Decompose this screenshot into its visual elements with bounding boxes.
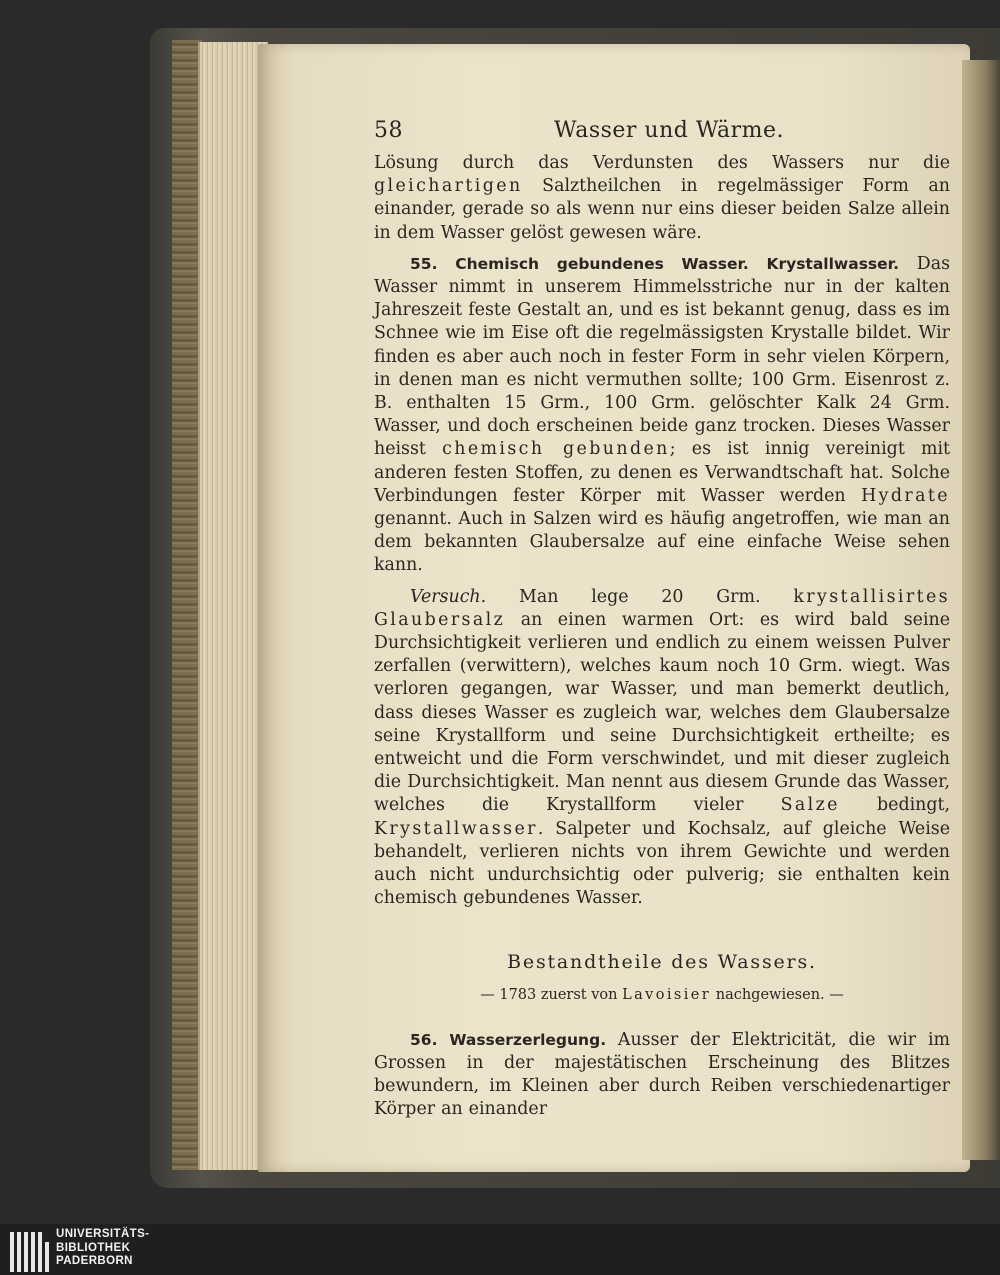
- spaced-term: chemisch gebunden: [442, 439, 670, 460]
- text-block: [374, 118, 950, 1121]
- text-run: Ausser der Elektricität, die wir im Grossen in der majestätischen Erscheinung des Blitzes bewundern, im Kleinen aber durch Reiben verschiedenartiger Körper an einander: [374, 1029, 950, 1120]
- text-run: genannt. Auch in Salzen wird es häufig angetroffen, wie man an dem bekannten Glaubersalze auf eine einfache Weise sehen kann.: [374, 509, 950, 576]
- section-subheading: [374, 987, 950, 1003]
- section-number: 55.: [410, 254, 438, 273]
- text-run: an einen warmen Ort: es wird bald seine Durchsichtigkeit verlieren und endlich zu einem weissen Pulver zerfallen (verwittern), welches kaum noch 10 Grm. wiegt. Was verloren gegangen, war Wasser, und man bemerkt deutlich, dass dieses Wasser es zugleich war, welches dem Glaubersalze seine Krystallform und seine Durchsichtigkeit ertheilte; es entweicht und die Form verschwindet, und mit dieser zugleich die Durchsichtigkeit. Man nennt aus diesem Grunde das Wasser, welches die Krystallform vieler: [374, 609, 951, 816]
- text-run: ; es ist innig vereinigt mit anderen festen Stoffen, zu denen es Verwandtschaft hat. Solche Verbindungen fester Körper mit Wasser werden: [374, 439, 951, 506]
- library-name-line: BIBLIOTHEK: [56, 1241, 131, 1254]
- library-name: [56, 1228, 149, 1269]
- running-head: [374, 118, 950, 150]
- section-title: Wasserzerlegung.: [449, 1030, 607, 1049]
- text-run: bedingt,: [877, 795, 951, 816]
- spaced-term: Salze: [780, 795, 840, 816]
- section-number: 56.: [410, 1030, 438, 1049]
- section-title: Chemisch gebundenes Wasser. Krystallwasser.: [455, 254, 899, 273]
- experiment-paragraph: [374, 586, 950, 911]
- library-name-line: UNIVERSITÄTS-: [56, 1228, 150, 1240]
- paragraph-continuation: [374, 152, 950, 245]
- spaced-term: Krystallwasser: [374, 818, 538, 839]
- text-run: Lösung durch das Verdunsten des Wassers nur die: [374, 153, 950, 173]
- spaced-name: Lavoisier: [622, 986, 712, 1003]
- library-barcode-logo-icon: [10, 1228, 50, 1272]
- page-right-edge: [962, 60, 1000, 1160]
- section-56-paragraph: [374, 1029, 950, 1122]
- text-run: Man lege 20 Grm.: [519, 586, 761, 607]
- library-name-line: PADERBORN: [56, 1255, 133, 1267]
- experiment-label: Versuch.: [410, 586, 487, 607]
- text-run: — 1783 zuerst von: [480, 986, 618, 1003]
- spaced-term: gleichartigen: [374, 176, 523, 197]
- library-footer: [0, 1224, 1000, 1275]
- page-number: 58: [374, 118, 403, 143]
- text-run: nachgewiesen. —: [715, 986, 844, 1003]
- text-run: Salztheilchen in regelmässiger Form an einander, gerade so als wenn nur eins dieser beiden Salze allein in dem Wasser gelöst gewesen wäre.: [374, 176, 950, 243]
- spaced-term: krystallisirtes Glaubersalz: [374, 586, 951, 630]
- spaced-term: Hydrate: [861, 485, 950, 506]
- section-heading: Bestandtheile des Wassers.: [507, 950, 817, 973]
- section-55-paragraph: [374, 253, 950, 578]
- text-run: . Salpeter und Kochsalz, auf gleiche Weise behandelt, verlieren nichts von ihrem Gewichte und werden auch nicht undurchsichtig oder pulverig; sie enthalten kein chemisch gebundenes Wasser.: [374, 818, 950, 909]
- text-run: Das Wasser nimmt in unserem Himmelsstriche nur in der kalten Jahreszeit feste Gestalt an, und es ist bekannt genug, dass es im Schnee wie im Eise oft die regelmässigsten Krystalle bildet. Wir finden es aber auch noch in fester Form in sehr vielen Körpern, in denen man es nicht vermuthen sollte; 100 Grm. Eisenrost z. B. enthalten 15 Grm., 100 Grm. gelöschter Kalk 24 Grm. Wasser, und doch erscheinen beide ganz trocken. Dieses Wasser heisst: [374, 253, 951, 460]
- running-title: Wasser und Wärme.: [554, 118, 785, 143]
